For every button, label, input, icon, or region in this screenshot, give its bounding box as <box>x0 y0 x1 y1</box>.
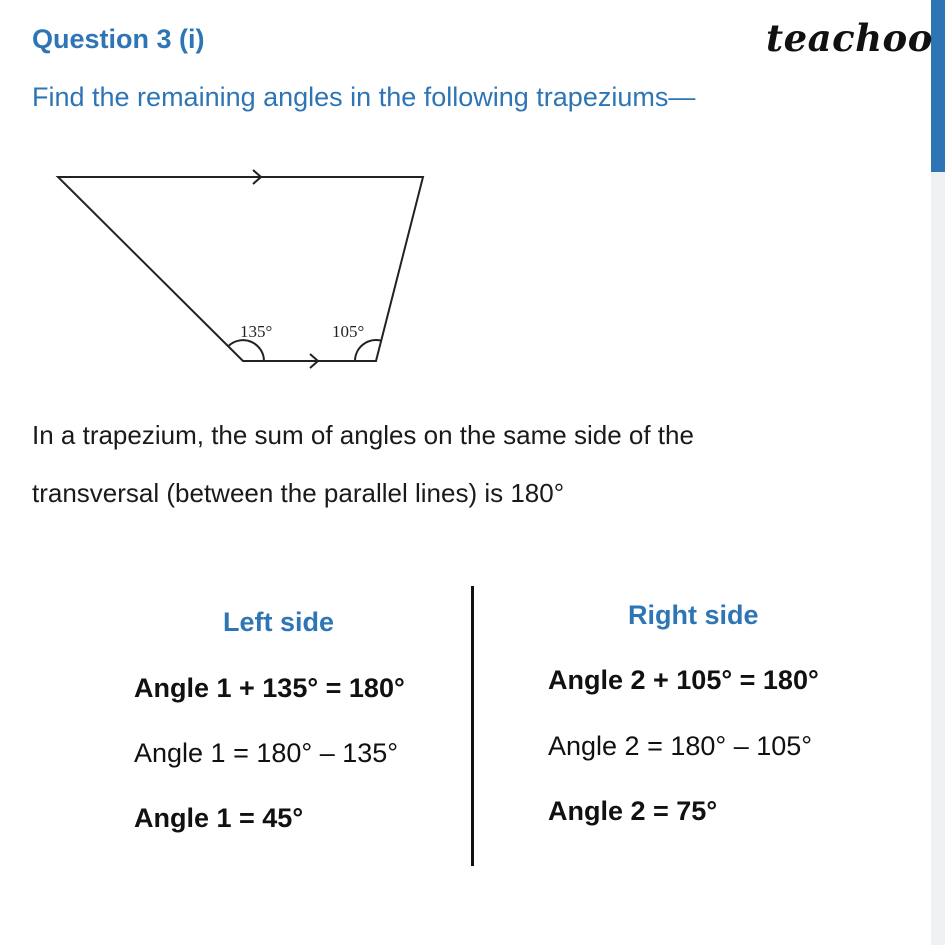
scrollbar-thumb[interactable] <box>931 0 945 172</box>
question-title: Question 3 (i) <box>32 24 205 54</box>
column-divider <box>471 586 474 866</box>
statement-line-1: In a trapezium, the sum of angles on the same side of the <box>32 420 694 450</box>
left-side-heading: Left side <box>223 607 335 637</box>
left-step-3: Angle 1 = 45° <box>134 803 304 833</box>
right-step-2: Angle 2 = 180° – 105° <box>548 731 813 761</box>
right-step-1: Angle 2 + 105° = 180° <box>548 665 819 695</box>
angle-arc-left <box>229 340 264 361</box>
question-text: Find the remaining angles in the following trapeziums— <box>32 82 696 112</box>
angle-label-105: 105° <box>332 322 365 341</box>
teachoo-logo: teachoo <box>766 16 933 60</box>
statement-line-2: transversal (between the parallel lines) is 180° <box>32 478 565 508</box>
right-side-heading: Right side <box>628 600 759 630</box>
trapezium-figure <box>40 155 450 380</box>
left-step-2: Angle 1 = 180° – 135° <box>134 738 399 768</box>
right-step-3: Angle 2 = 75° <box>548 796 718 826</box>
left-step-1: Angle 1 + 135° = 180° <box>134 673 405 703</box>
angle-label-135: 135° <box>240 322 273 341</box>
